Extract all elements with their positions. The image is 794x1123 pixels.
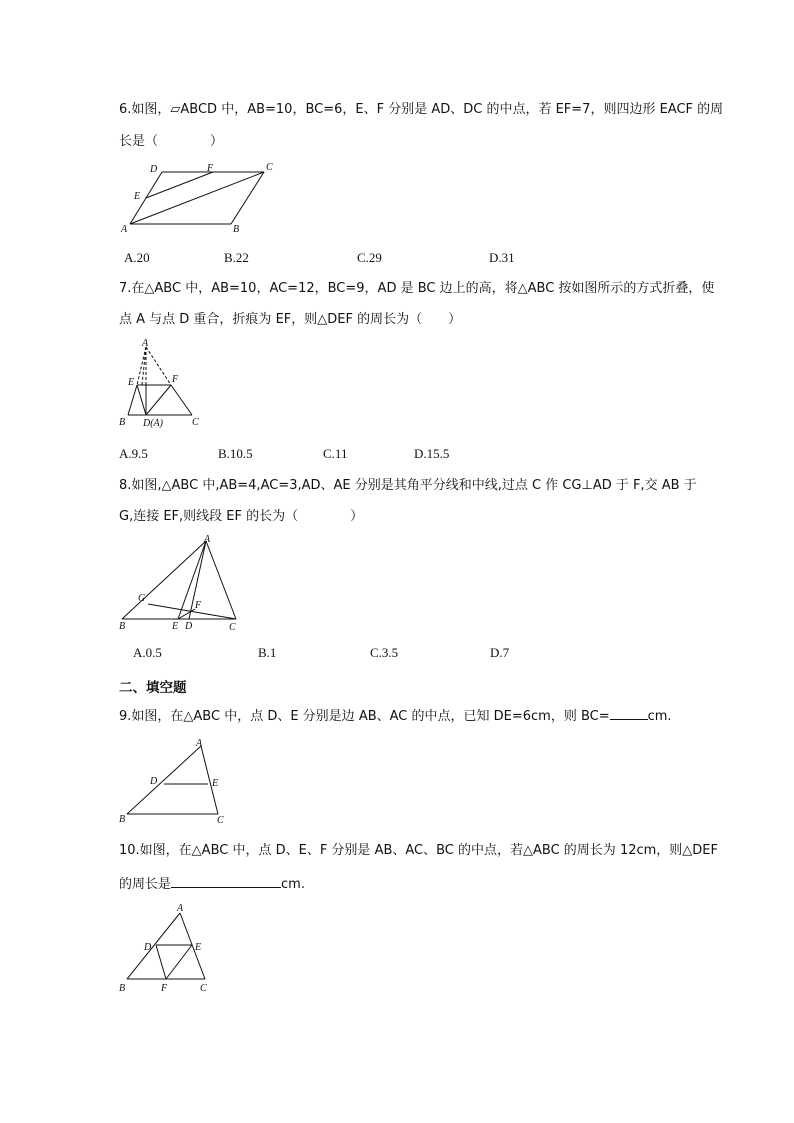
q9-label-c: C bbox=[217, 815, 224, 826]
q6-option-a: A.20 bbox=[124, 250, 150, 265]
q9-label-d: D bbox=[150, 776, 158, 787]
q8-label-a: A bbox=[204, 534, 211, 545]
q6-option-d: D.31 bbox=[489, 250, 515, 265]
q6-label-c: C bbox=[266, 162, 273, 173]
q8-option-a: A.0.5 bbox=[133, 645, 162, 660]
q6-label-b: B bbox=[233, 224, 240, 235]
q10-label-e: E bbox=[195, 942, 202, 953]
q6-text-line2: 长是（ ） bbox=[119, 134, 224, 149]
q6-text-line1: 6.如图，▱ABCD 中，AB=10，BC=6，E、F 分别是 AD、DC 的中点，若 EF=7，则四边形 EACF 的周 bbox=[119, 102, 724, 117]
q9-label-e: E bbox=[212, 778, 219, 789]
q6-label-d: D bbox=[150, 164, 158, 175]
q7-text-line2: 点 A 与点 D 重合，折痕为 EF，则△DEF 的周长为（ ） bbox=[119, 312, 462, 327]
q8-label-e: E bbox=[172, 621, 179, 632]
q7-label-f: F bbox=[172, 374, 179, 385]
q8-text-line2: G,连接 EF,则线段 EF 的长为（ ） bbox=[119, 509, 364, 524]
q7-label-a: A bbox=[142, 338, 149, 349]
q7-option-a: A.9.5 bbox=[119, 446, 148, 461]
q10-label-d: D bbox=[144, 942, 152, 953]
q8-text-line1: 8.如图,△ABC 中,AB=4,AC=3,AD、AE 分别是其角平分线和中线,过点 C 作 CG⊥AD 于 F,交 AB 于 bbox=[119, 478, 697, 493]
q8-option-b: B.1 bbox=[258, 645, 277, 660]
q10-label-a: A bbox=[177, 903, 184, 914]
q7-option-b: B.10.5 bbox=[218, 446, 253, 461]
q9-text-after: cm. bbox=[647, 709, 672, 724]
q7-label-e: E bbox=[128, 377, 135, 388]
q6-option-c: C.29 bbox=[357, 250, 382, 265]
q9-text-before: 9.如图，在△ABC 中，点 D、E 分别是边 AB、AC 的中点，已知 DE=6cm，则 BC= bbox=[119, 709, 610, 724]
q7-label-c: C bbox=[192, 417, 199, 428]
q10-text-before: 的周长是 bbox=[119, 877, 172, 892]
q7-text-line1: 7.在△ABC 中，AB=10，AC=12，BC=9，AD 是 BC 边上的高，将△ABC 按如图所示的方式折叠，使 bbox=[119, 281, 715, 296]
q6-option-b: B.22 bbox=[224, 250, 249, 265]
q10-label-c: C bbox=[200, 983, 207, 994]
q10-text-line1: 10.如图，在△ABC 中，点 D、E、F 分别是 AB、AC、BC 的中点，若△ABC 的周长为 12cm，则△DEF bbox=[119, 843, 718, 858]
q10-label-b: B bbox=[119, 983, 126, 994]
q8-label-d: D bbox=[185, 621, 193, 632]
q8-label-g: G bbox=[138, 593, 146, 604]
q7-label-d: D(A) bbox=[143, 418, 163, 429]
q6-label-e: E bbox=[134, 191, 141, 202]
q7-option-c: C.11 bbox=[323, 446, 348, 461]
q9-label-a: A bbox=[196, 738, 203, 749]
q8-option-c: C.3.5 bbox=[370, 645, 399, 660]
section-heading: 二、填空题 bbox=[119, 680, 187, 696]
q8-option-d: D.7 bbox=[490, 645, 510, 660]
q10-label-f: F bbox=[161, 983, 168, 994]
q10-text-after: cm. bbox=[281, 877, 305, 892]
q9-label-b: B bbox=[119, 814, 126, 825]
q6-label-a: A bbox=[121, 224, 128, 235]
q6-label-f: F bbox=[207, 163, 214, 174]
q8-label-f: F bbox=[195, 600, 202, 611]
q8-label-b: B bbox=[119, 621, 126, 632]
q7-option-d: D.15.5 bbox=[414, 446, 450, 461]
q7-label-b: B bbox=[119, 417, 126, 428]
q8-label-c: C bbox=[229, 622, 236, 633]
